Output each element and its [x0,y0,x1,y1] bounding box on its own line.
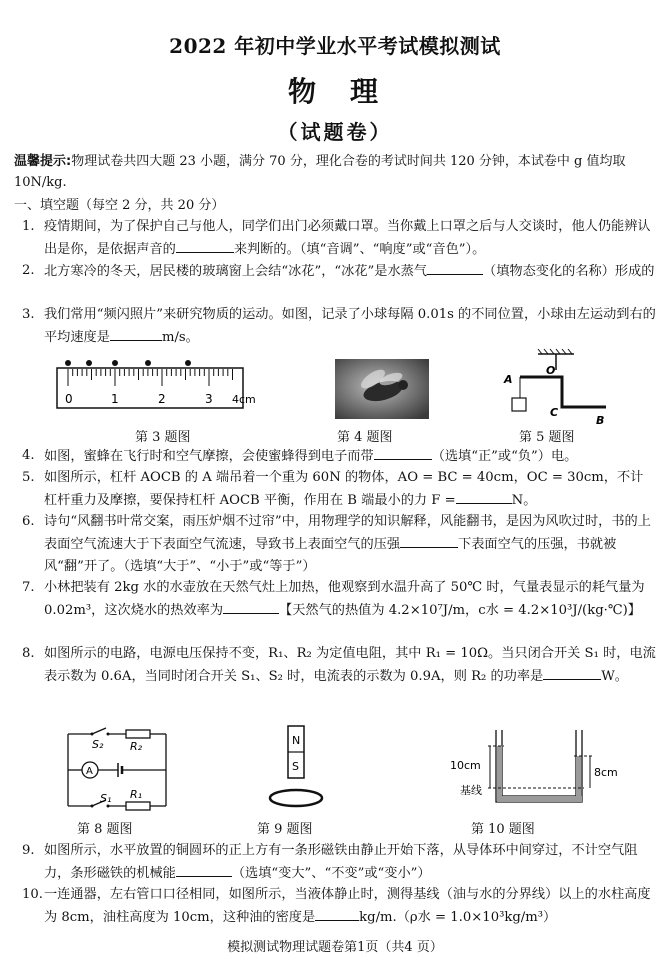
page-footer: 模拟测试物理试题卷第1页（共4 页） [227,940,443,955]
question-text: 一连通器，左右管口口径相同，如图所示，当液体静止时，测得基线（油与水的分界线）以上的水柱高度为 8cm，油柱高度为 10cm，这种油的密度是 [44,887,651,925]
question-3 [22,304,656,349]
magnet-pole-n: N [292,734,301,747]
circuit-label: S₁ [100,792,112,805]
question-6 [22,511,656,578]
lever-label: O [546,364,556,377]
question-text: 如图所示，水平放置的铜圆环的正上方有一条形磁铁由静止开始下落，从导体环中间穿过，不计空气阻力，条形磁铁的机械能 [44,843,638,881]
question-2 [22,260,656,283]
lever-label: C [550,406,559,419]
answer-blank[interactable] [176,238,234,253]
figure-8-circuit [64,728,170,812]
answer-blank[interactable] [543,665,601,680]
question-text: 【天然气的热值为 4.2×10⁷J/m，c水 = 4.2×10³J/(kg·℃)】 [279,603,641,618]
question-number: 9. [22,843,35,858]
figure-5-lever [496,348,616,428]
question-text: 诗句“风翻书叶常交案，雨压炉烟不过帘”中，用物理学的知识解释，风能翻书，是因为风吹过时，书的上表面空气流速大于下表面空气流速，导致书上表面空气的压强 [44,514,651,552]
section-heading: 一、填空题（每空 2 分，共 20 分） [14,198,225,213]
question-text: 下表面空气的压强，书就被风“翻”开了。（选填“大于”、“小于”或“等于”） [44,537,617,574]
question-9 [22,840,656,885]
circuit-label: R₁ [130,788,143,801]
circuit-label: R₂ [130,740,143,753]
answer-blank[interactable] [427,260,483,275]
height-label-oil: 10cm [450,759,481,772]
question-number: 7. [22,580,35,595]
question-10 [22,884,656,929]
question-text: W。 [601,669,628,684]
question-text: 如图，蜜蜂在飞行时和空气摩擦，会使蜜蜂得到电子而带 [44,449,374,464]
tick-label: 1 [111,392,119,406]
exam-title: 2022 年初中学业水平考试模拟测试 [169,34,501,58]
question-7 [22,577,656,622]
answer-blank[interactable] [400,533,458,548]
answer-blank[interactable] [456,489,512,504]
question-text: kg/m.（ρ水 = 1.0×10³kg/m³） [359,910,557,925]
question-text: m/s。 [161,330,199,345]
question-number: 3. [22,307,35,322]
question-number: 1. [22,219,35,234]
question-number: 6. [22,514,35,529]
question-number: 8. [22,646,35,661]
answer-blank[interactable] [176,862,232,877]
question-text: 小林把装有 2kg 水的水壶放在天然气灶上加热，他观察到水温升高了 50℃ 时，气量表显示的耗气量为 0.02m³，这次烧水的热效率为 [44,580,645,618]
question-text: 如图所示，杠杆 AOCB 的 A 端吊着一个重为 60N 的物体，AO = BC = 40cm，OC = 30cm，不计杠杆重力及摩擦，要保持杠杆 AOCB 平衡，作用在 B 端最小的力 F = [44,470,644,508]
question-1 [22,216,656,261]
height-label-water: 8cm [594,766,618,779]
answer-blank[interactable] [315,906,359,921]
question-4 [22,445,656,468]
figure-10-connected-vessel [444,726,618,810]
notice-label: 温馨提示: [14,154,72,169]
circuit-label: S₂ [92,738,104,751]
subject-title: 物理 [287,75,412,108]
paper-subtitle: （试题卷） [277,120,393,144]
ball-positions [65,360,191,366]
question-text: N。 [511,493,537,508]
tick-label: 4cm [232,393,256,406]
tick-label: 0 [65,392,73,406]
tick-label: 2 [158,392,166,406]
tick-label: 3 [205,392,213,406]
baseline-label: 基线 [460,784,482,797]
question-text: 如图所示的电路，电源电压保持不变，R₁、R₂ 为定值电阻，其中 R₁ = 10Ω。当只闭合开关 S₁ 时，电流表示数为 0.6A，当同时闭合开关 S₁、S₂ 时，电流表的示数为 0.9A，则 R₂ 的功率是 [44,646,656,684]
question-text: 北方寒冷的冬天，居民楼的玻璃窗上会结“冰花”，“冰花”是水蒸气 [44,264,428,279]
answer-blank[interactable] [374,445,432,460]
question-text: 我们常用“频闪照片”来研究物质的运动。如图，记录了小球每隔 0.01s 的不同位置，小球由左运动到右的平均速度是 [44,307,656,345]
question-text: （选填“变大”、“不变”或“变小”） [231,866,431,881]
figure-4-bee-photo [335,359,429,419]
notice-text: 物理试卷共四大题 23 小题，满分 70 分，理化合卷的考试时间共 120 分钟，本试卷中 g 值均取 10N/kg. [14,154,626,190]
figure-caption: 第 3 题图 [135,430,191,445]
lever-label: A [504,373,513,386]
magnet-pole-s: S [292,760,299,773]
notice [14,151,656,193]
answer-blank[interactable] [223,599,279,614]
figure-caption: 第 8 题图 [77,822,133,837]
question-5 [22,467,656,512]
question-text: 疫情期间，为了保护自己与他人，同学们出门必须戴口罩。当你戴上口罩之后与人交谈时，他人仍能辨认出是你，是依据声音的 [44,219,651,257]
question-number: 5. [22,470,35,485]
figure-3-ruler [56,356,256,412]
figure-caption: 第 10 题图 [471,822,535,837]
question-number: 4. [22,448,35,463]
figure-caption: 第 9 题图 [257,822,313,837]
question-8 [22,643,656,688]
answer-blank[interactable] [110,326,162,341]
figure-caption: 第 4 题图 [337,430,393,445]
question-number: 2. [22,263,35,278]
question-text: （填物态变化的名称）形成的 [483,264,655,279]
lever-label: B [596,414,605,427]
question-number: 10. [22,887,43,902]
circuit-label: A [86,766,93,777]
figure-caption: 第 5 题图 [519,430,575,445]
question-text: 来判断的。（填“音调”、“响度”或“音色”）。 [233,242,486,257]
question-text: （选填“正”或“负”）电。 [431,449,578,464]
figure-9-magnet-ring [264,724,324,814]
